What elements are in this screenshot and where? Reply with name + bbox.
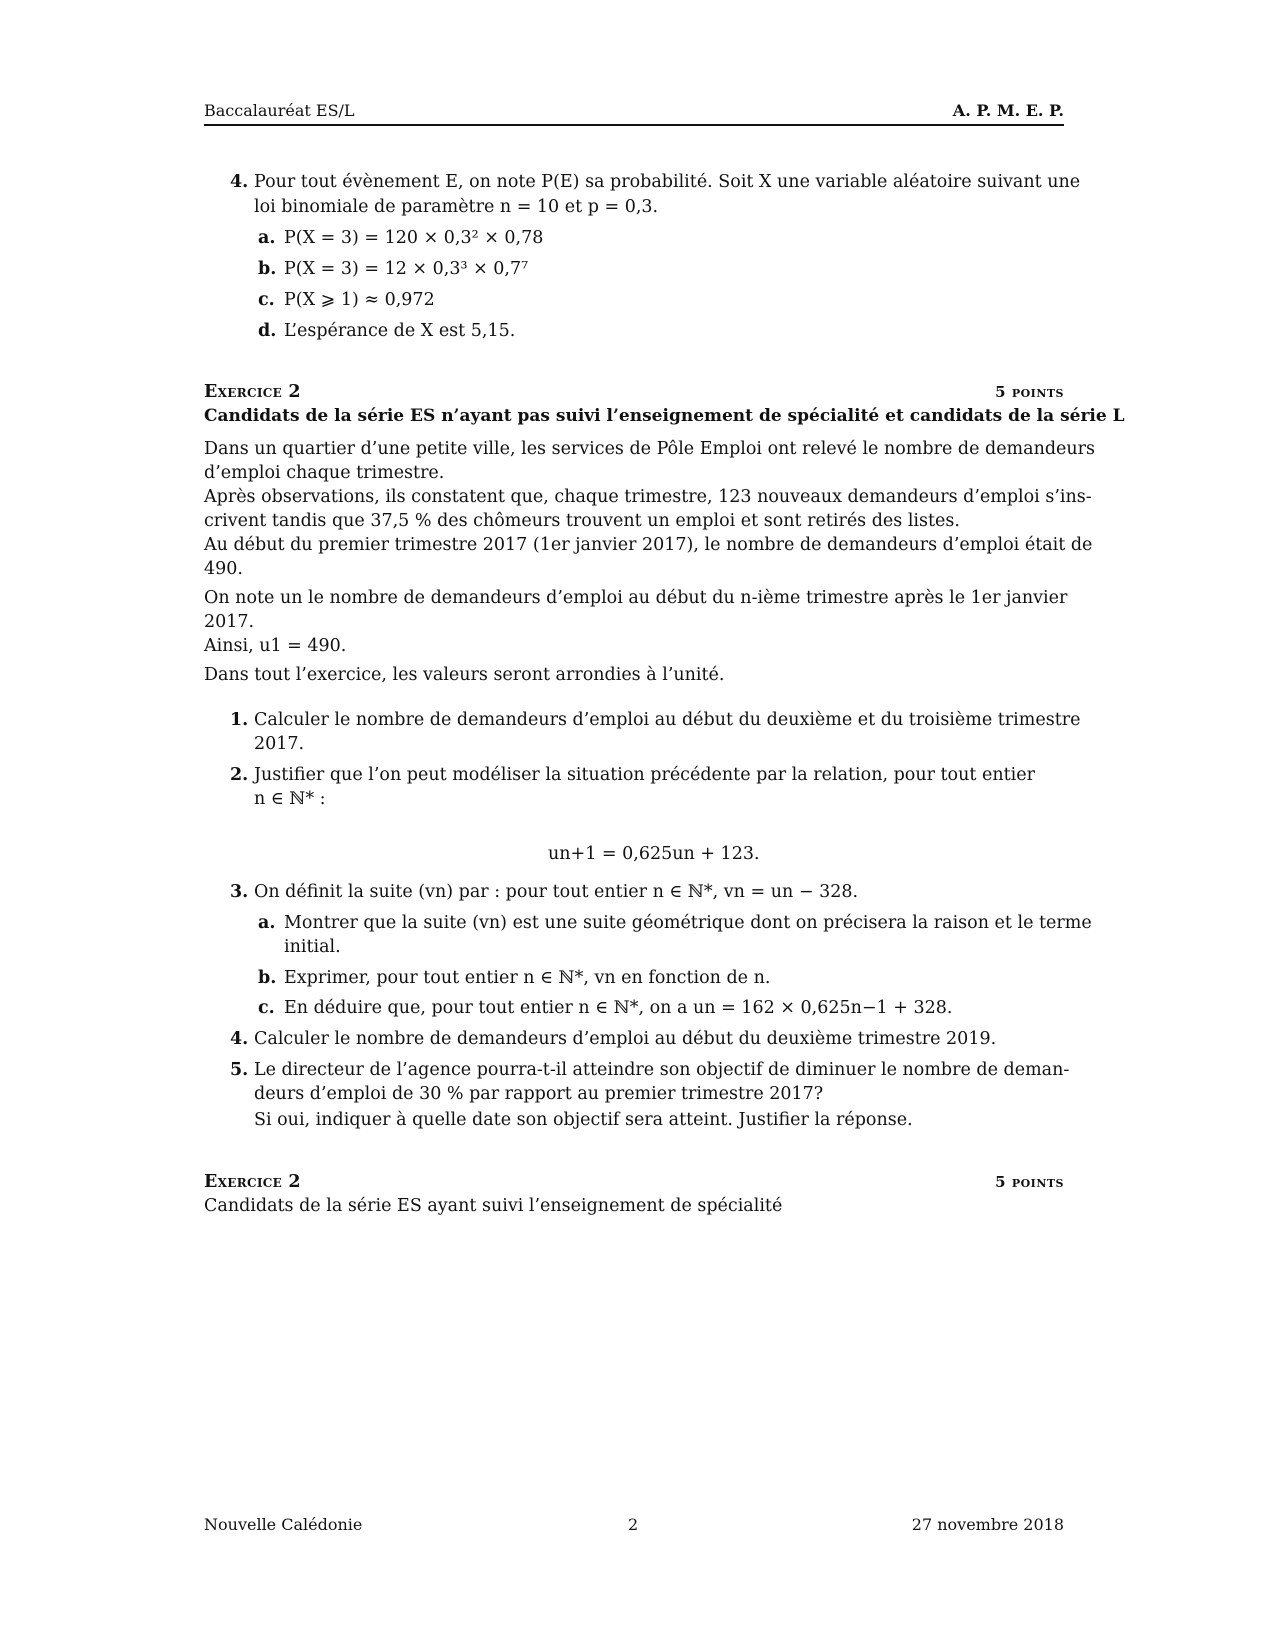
subquestion-text: initial. <box>284 937 341 957</box>
option-text: P(X = 3) = 120 × 0,3² × 0,78 <box>284 228 544 248</box>
option-label: a. <box>258 228 276 248</box>
option-text: P(X ⩾ 1) ≈ 0,972 <box>284 290 435 310</box>
intro-line: Dans tout l’exercice, les valeurs seront arrondies à l’unité. <box>204 665 725 685</box>
intro-line: On note un le nombre de demandeurs d’emploi au début du n-ième trimestre après le 1er janvier <box>204 588 1068 608</box>
exercise-points: 5 points <box>995 383 1064 401</box>
exercise-title: Exercice 2 <box>204 1172 301 1192</box>
subquestion-label: c. <box>258 998 275 1018</box>
intro-line: d’emploi chaque trimestre. <box>204 463 445 483</box>
footer-date: 27 novembre 2018 <box>911 1515 1064 1534</box>
question-text-line: deurs d’emploi de 30 % par rapport au premier trimestre 2017? <box>254 1084 824 1104</box>
question-text-line: On définit la suite (vn) par : pour tout entier n ∈ ℕ*, vn = un − 328. <box>254 882 859 902</box>
subquestion-label: b. <box>258 968 277 988</box>
question-text-line: Justifier que l’on peut modéliser la situation précédente par la relation, pour tout entier <box>254 765 1035 785</box>
question-number: 1. <box>230 710 249 730</box>
intro-line: Dans un quartier d’une petite ville, les services de Pôle Emploi ont relevé le nombre de demandeurs <box>204 439 1096 459</box>
option-text: L’espérance de X est 5,15. <box>284 321 516 341</box>
subquestion-text: En déduire que, pour tout entier n ∈ ℕ*, on a un = 162 × 0,625n−1 + 328. <box>284 998 953 1018</box>
exercise-points: 5 points <box>995 1173 1064 1191</box>
document-page <box>204 0 1125 1650</box>
question-text-line: 2017. <box>254 734 305 754</box>
intro-line: Après observations, ils constatent que, chaque trimestre, 123 nouveaux demandeurs d’emploi s’ins- <box>204 487 1092 507</box>
intro-line: crivent tandis que 37,5 % des chômeurs trouvent un emploi et sont retirés des listes. <box>204 511 960 531</box>
subquestion-text: Exprimer, pour tout entier n ∈ ℕ*, vn en fonction de n. <box>284 968 771 988</box>
subquestion-text: Montrer que la suite (vn) est une suite géométrique dont on précisera la raison et le terme <box>284 913 1092 933</box>
question-number: 5. <box>230 1060 249 1080</box>
question-number: 4. <box>230 1029 249 1049</box>
footer-left: Nouvelle Calédonie <box>204 1515 363 1534</box>
subquestion-label: a. <box>258 913 276 933</box>
option-label: b. <box>258 259 277 279</box>
exercise-subtitle: Candidats de la série ES ayant suivi l’enseignement de spécialité <box>204 1196 783 1216</box>
question-number: 3. <box>230 882 249 902</box>
intro-line: Au début du premier trimestre 2017 (1er janvier 2017), le nombre de demandeurs d’emploi était de <box>204 535 1093 555</box>
header-right: A. P. M. E. P. <box>952 101 1064 120</box>
question-number: 2. <box>230 765 249 785</box>
question-text-line: loi binomiale de paramètre n = 10 et p = 0,3. <box>254 197 659 217</box>
formula: un+1 = 0,625un + 123. <box>548 844 760 864</box>
intro-line: 2017. <box>204 612 255 632</box>
header-left: Baccalauréat ES/L <box>204 101 355 120</box>
page-number: 2 <box>628 1515 639 1534</box>
question-text-line: Calculer le nombre de demandeurs d’emploi au début du deuxième trimestre 2019. <box>254 1029 997 1049</box>
question-text-line: Le directeur de l’agence pourra-t-il atteindre son objectif de diminuer le nombre de deman- <box>254 1060 1070 1080</box>
option-text: P(X = 3) = 12 × 0,3³ × 0,7⁷ <box>284 259 529 279</box>
intro-line: 490. <box>204 559 243 579</box>
question-text-line: Pour tout évènement E, on note P(E) sa probabilité. Soit X une variable aléatoire suivant une <box>254 172 1081 192</box>
option-label: c. <box>258 290 275 310</box>
exercise-title: Exercice 2 <box>204 382 301 402</box>
exercise-subtitle: Candidats de la série ES n’ayant pas suivi l’enseignement de spécialité et candidats de la série L <box>204 406 1125 426</box>
option-label: d. <box>258 321 277 341</box>
question-text-line: n ∈ ℕ* : <box>254 789 326 809</box>
question-text-line: Si oui, indiquer à quelle date son objectif sera atteint. Justifier la réponse. <box>254 1110 913 1130</box>
question-text-line: Calculer le nombre de demandeurs d’emploi au début du deuxième et du troisième trimestre <box>254 710 1081 730</box>
question-number: 4. <box>230 172 249 192</box>
page-header <box>204 98 1064 126</box>
intro-line: Ainsi, u1 = 490. <box>204 636 347 656</box>
